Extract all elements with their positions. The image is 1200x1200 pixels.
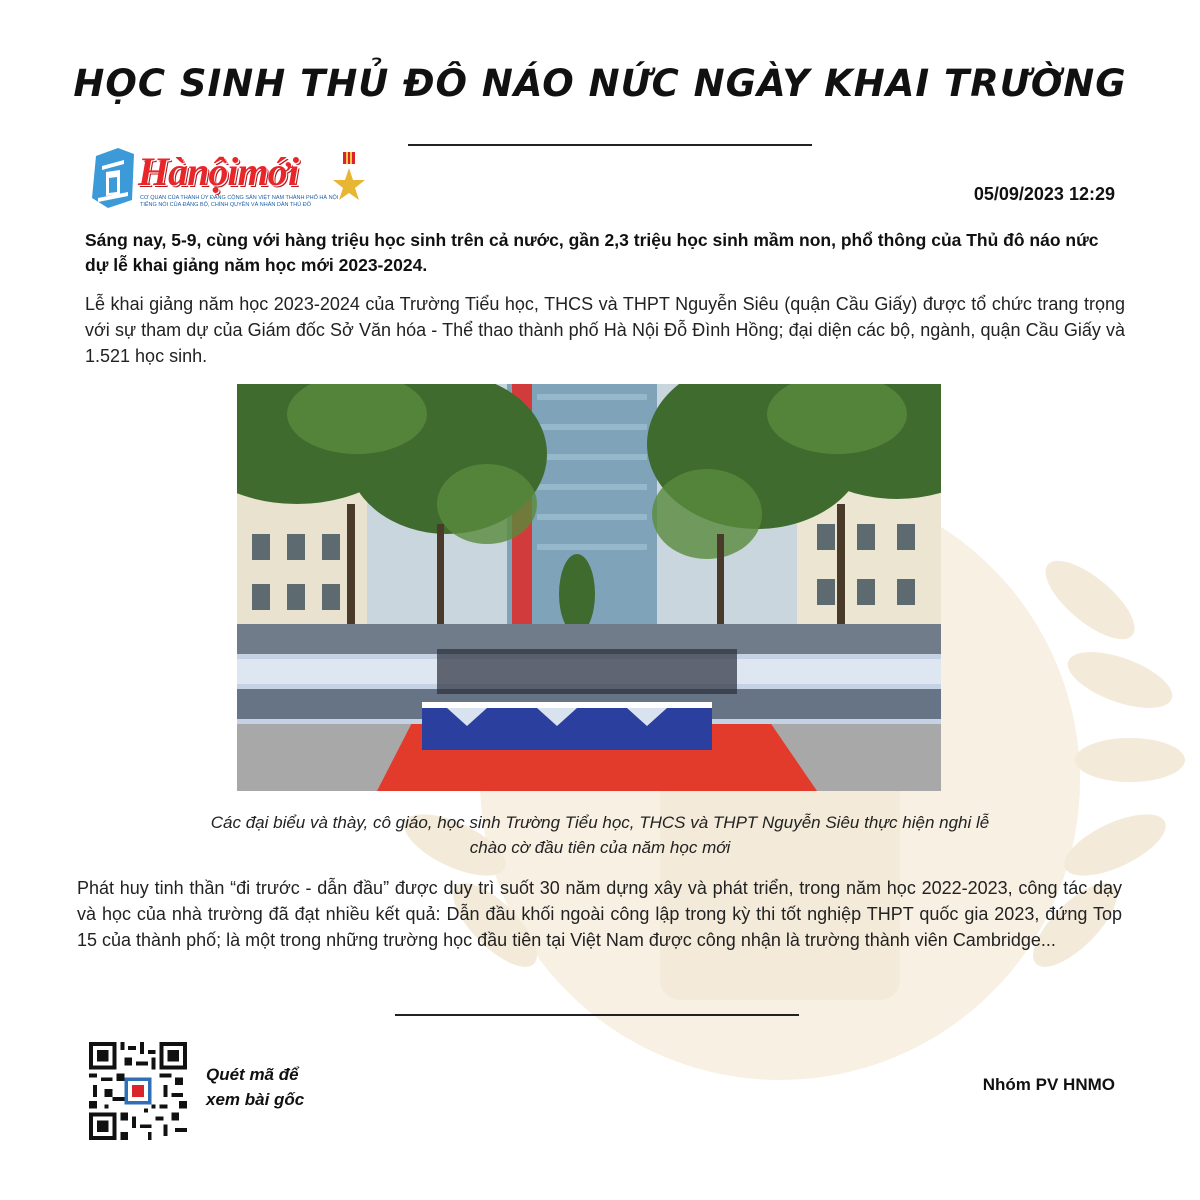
logo-subtitle: CƠ QUAN CỦA THÀNH ỦY ĐẢNG CỘNG SẢN VIỆT NAM THÀNH PHỐ HÀ NỘI TIẾNG NÓI CỦA ĐẢNG BỘ, CHÍNH QUYỀN VÀ NHÂN DÂN THỦ ĐÔ bbox=[140, 195, 339, 208]
author-byline: Nhóm PV HNMO bbox=[982, 1075, 1115, 1094]
title-divider bbox=[408, 144, 812, 146]
article-photo bbox=[237, 384, 941, 791]
pagoda-icon bbox=[88, 148, 138, 210]
article-title: HỌC SINH THỦ ĐÔ NÁO NỨC NGÀY KHAI TRƯỜNG bbox=[73, 62, 1127, 105]
qr-label: Quét mã để xem bài gốc bbox=[206, 1065, 305, 1109]
footer-divider bbox=[395, 1014, 799, 1016]
photo-caption: Các đại biểu và thày, cô giáo, học sinh Trường Tiểu học, THCS và THPT Nguyễn Siêu thực hiện nghi lễ chào cờ đầu tiên của năm học mới bbox=[210, 813, 990, 857]
medal-icon bbox=[332, 152, 366, 212]
qr-code-icon[interactable] bbox=[89, 1042, 187, 1140]
logo-wordmark: Hànộimới bbox=[138, 149, 299, 194]
article-paragraph: Lễ khai giảng năm học 2023-2024 của Trường Tiểu học, THCS và THPT Nguyễn Siêu (quận Cầu Giấy) được tổ chức trang trọng với sự tham dự của Giám đốc Sở Văn hóa - Thể thao thành phố Hà Nội Đỗ Đình Hồng; đại diện các bộ, ngành, quận Cầu Giấy và 1.521 học sinh. bbox=[85, 294, 1125, 366]
publish-date: 05/09/2023 12:29 bbox=[973, 184, 1115, 204]
newspaper-logo[interactable] bbox=[88, 148, 378, 214]
article-lead: Sáng nay, 5-9, cùng với hàng triệu học sinh trên cả nước, gần 2,3 triệu học sinh mầm non, phổ thông của Thủ đô náo nức dự lễ khai giảng năm học mới 2023-2024. bbox=[85, 230, 1099, 275]
article-paragraph: Phát huy tinh thần “đi trước - dẫn đầu” được duy trì suốt 30 năm dựng xây và phát triển, trong năm học 2022-2023, công tác dạy và học của nhà trường đã đạt nhiều kết quả: Dẫn đầu khối ngoài công lập trong kỳ thi tốt nghiệp THPT quốc gia 2023, đứng Top 15 của thành phố; là một trong những trường học đầu tiên tại Việt Nam được công nhận là trường thành viên Cambridge... bbox=[77, 878, 1122, 950]
